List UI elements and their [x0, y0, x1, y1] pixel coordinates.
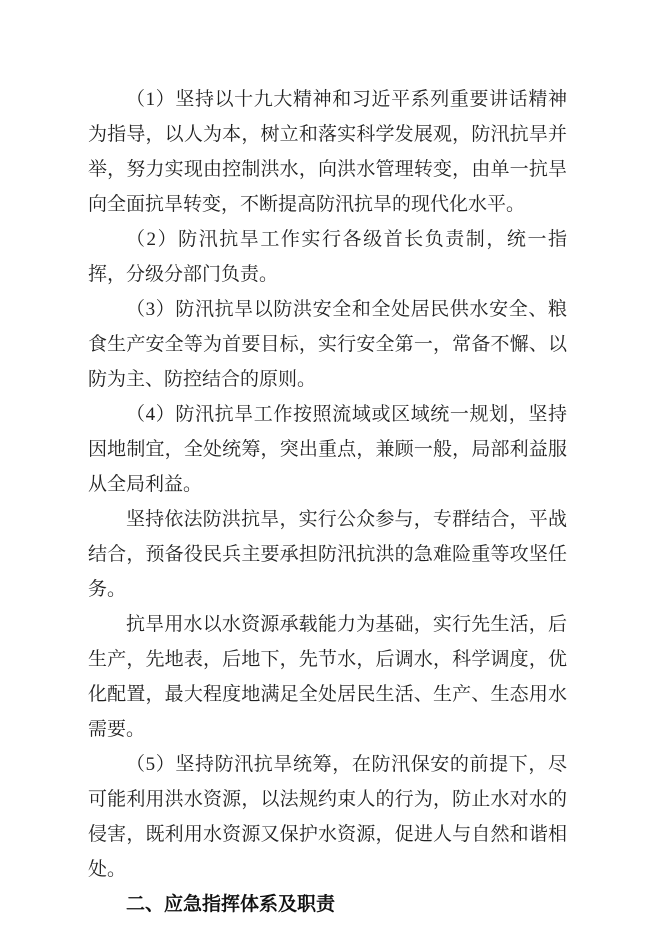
body-paragraph-5: 坚持依法防洪抗旱，实行公众参与，专群结合，平战结合，预备役民兵主要承担防汛抗洪的急难险重等攻坚任务。 — [88, 509, 567, 600]
body-paragraph-2: （2）防汛抗旱工作实行各级首长负责制，统一指挥，分级分部门负责。 — [88, 229, 567, 285]
section-heading: 二、应急指挥体系及职责 — [126, 894, 336, 915]
body-paragraph-4: （4）防汛抗旱工作按照流域或区域统一规划，坚持因地制宜，全处统筹，突出重点，兼顾一般，局部利益服从全局利益。 — [88, 404, 567, 495]
body-paragraph-7: （5）坚持防汛抗旱统筹，在防汛保安的前提下，尽可能利用洪水资源，以法规约束人的行为，防止水对水的侵害，既利用水资源又保护水资源，促进人与自然和谐相处。 — [88, 754, 567, 880]
body-paragraph-3: （3）防汛抗旱以防洪安全和全处居民供水安全、粮食生产安全等为首要目标，实行安全第一，常备不懈、以防为主、防控结合的原则。 — [88, 299, 567, 390]
body-paragraph-6: 抗旱用水以水资源承载能力为基础，实行先生活，后生产，先地表，后地下，先节水，后调水，科学调度，优化配置，最大程度地满足全处居民生活、生产、生态用水需要。 — [88, 614, 567, 740]
document-body — [88, 82, 567, 922]
body-paragraph-1: （1）坚持以十九大精神和习近平系列重要讲话精神为指导，以人为本，树立和落实科学发展观，防汛抗旱并举，努力实现由控制洪水，向洪水管理转变，由单一抗旱向全面抗旱转变，不断提高防汛抗旱的现代化水平。 — [88, 89, 567, 215]
